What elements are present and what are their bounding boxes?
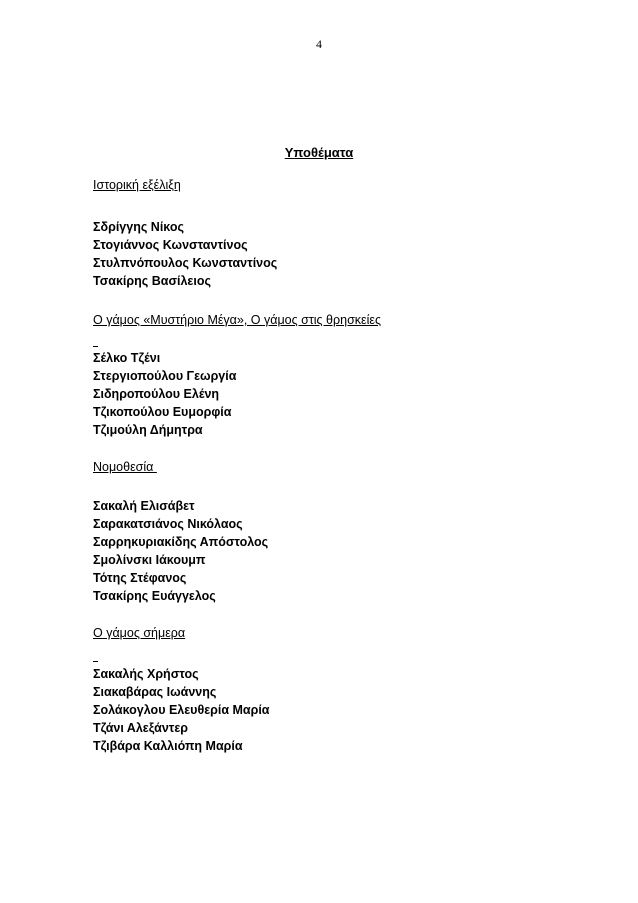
page-number: 4 <box>316 37 322 51</box>
list-item: Στογιάννος Κωνσταντίνος <box>93 238 248 252</box>
list-item: Σιδηροπούλου Ελένη <box>93 387 220 401</box>
list-item: Τζιβάρα Καλλιόπη Μαρία <box>93 739 243 753</box>
list-item: Τσακίρης Βασίλειος <box>93 274 211 288</box>
page-title: Υποθέματα <box>284 145 354 160</box>
list-item: Τζιμούλη Δήμητρα <box>93 423 203 437</box>
section-heading-historical-evolution: Ιστορική εξέλιξη <box>93 178 181 192</box>
section-names-historical-evolution <box>93 218 277 290</box>
list-item: Σμολίνσκι Ιάκουμπ <box>93 553 206 567</box>
dash-mark <box>93 346 98 347</box>
list-item: Σιακαβάρας Ιωάννης <box>93 685 217 699</box>
list-item: Σδρίγγης Νίκος <box>93 220 184 234</box>
list-item: Σαρακατσιάνος Νικόλαος <box>93 517 243 531</box>
section-names-marriage-today <box>93 665 269 755</box>
dash-mark <box>93 661 98 662</box>
list-item: Σακαλή Ελισάβετ <box>93 499 195 513</box>
section-heading-marriage-today: Ο γάμος σήμερα <box>93 626 186 640</box>
list-item: Σέλκο Τζένι <box>93 351 161 365</box>
list-item: Σακαλής Χρήστος <box>93 667 199 681</box>
section-names-legislation <box>93 497 268 605</box>
list-item: Στεργιοπούλου Γεωργία <box>93 369 237 383</box>
list-item: Τζικοπούλου Ευμορφία <box>93 405 232 419</box>
list-item: Στυλπνόπουλος Κωνσταντίνος <box>93 256 278 270</box>
list-item: Σαρρηκυριακίδης Απόστολος <box>93 535 269 549</box>
list-item: Τσακίρης Ευάγγελος <box>93 589 216 603</box>
section-heading-marriage-sacrament: Ο γάμος «Μυστήριο Μέγα», Ο γάμος στις θρησκείες <box>93 313 381 327</box>
section-names-marriage-sacrament <box>93 349 236 439</box>
section-heading-legislation: Νομοθεσία <box>93 460 157 474</box>
list-item: Τζάνι Αλεξάντερ <box>93 721 189 735</box>
list-item: Τότης Στέφανος <box>93 571 187 585</box>
list-item: Σολάκογλου Ελευθερία Μαρία <box>93 703 270 717</box>
